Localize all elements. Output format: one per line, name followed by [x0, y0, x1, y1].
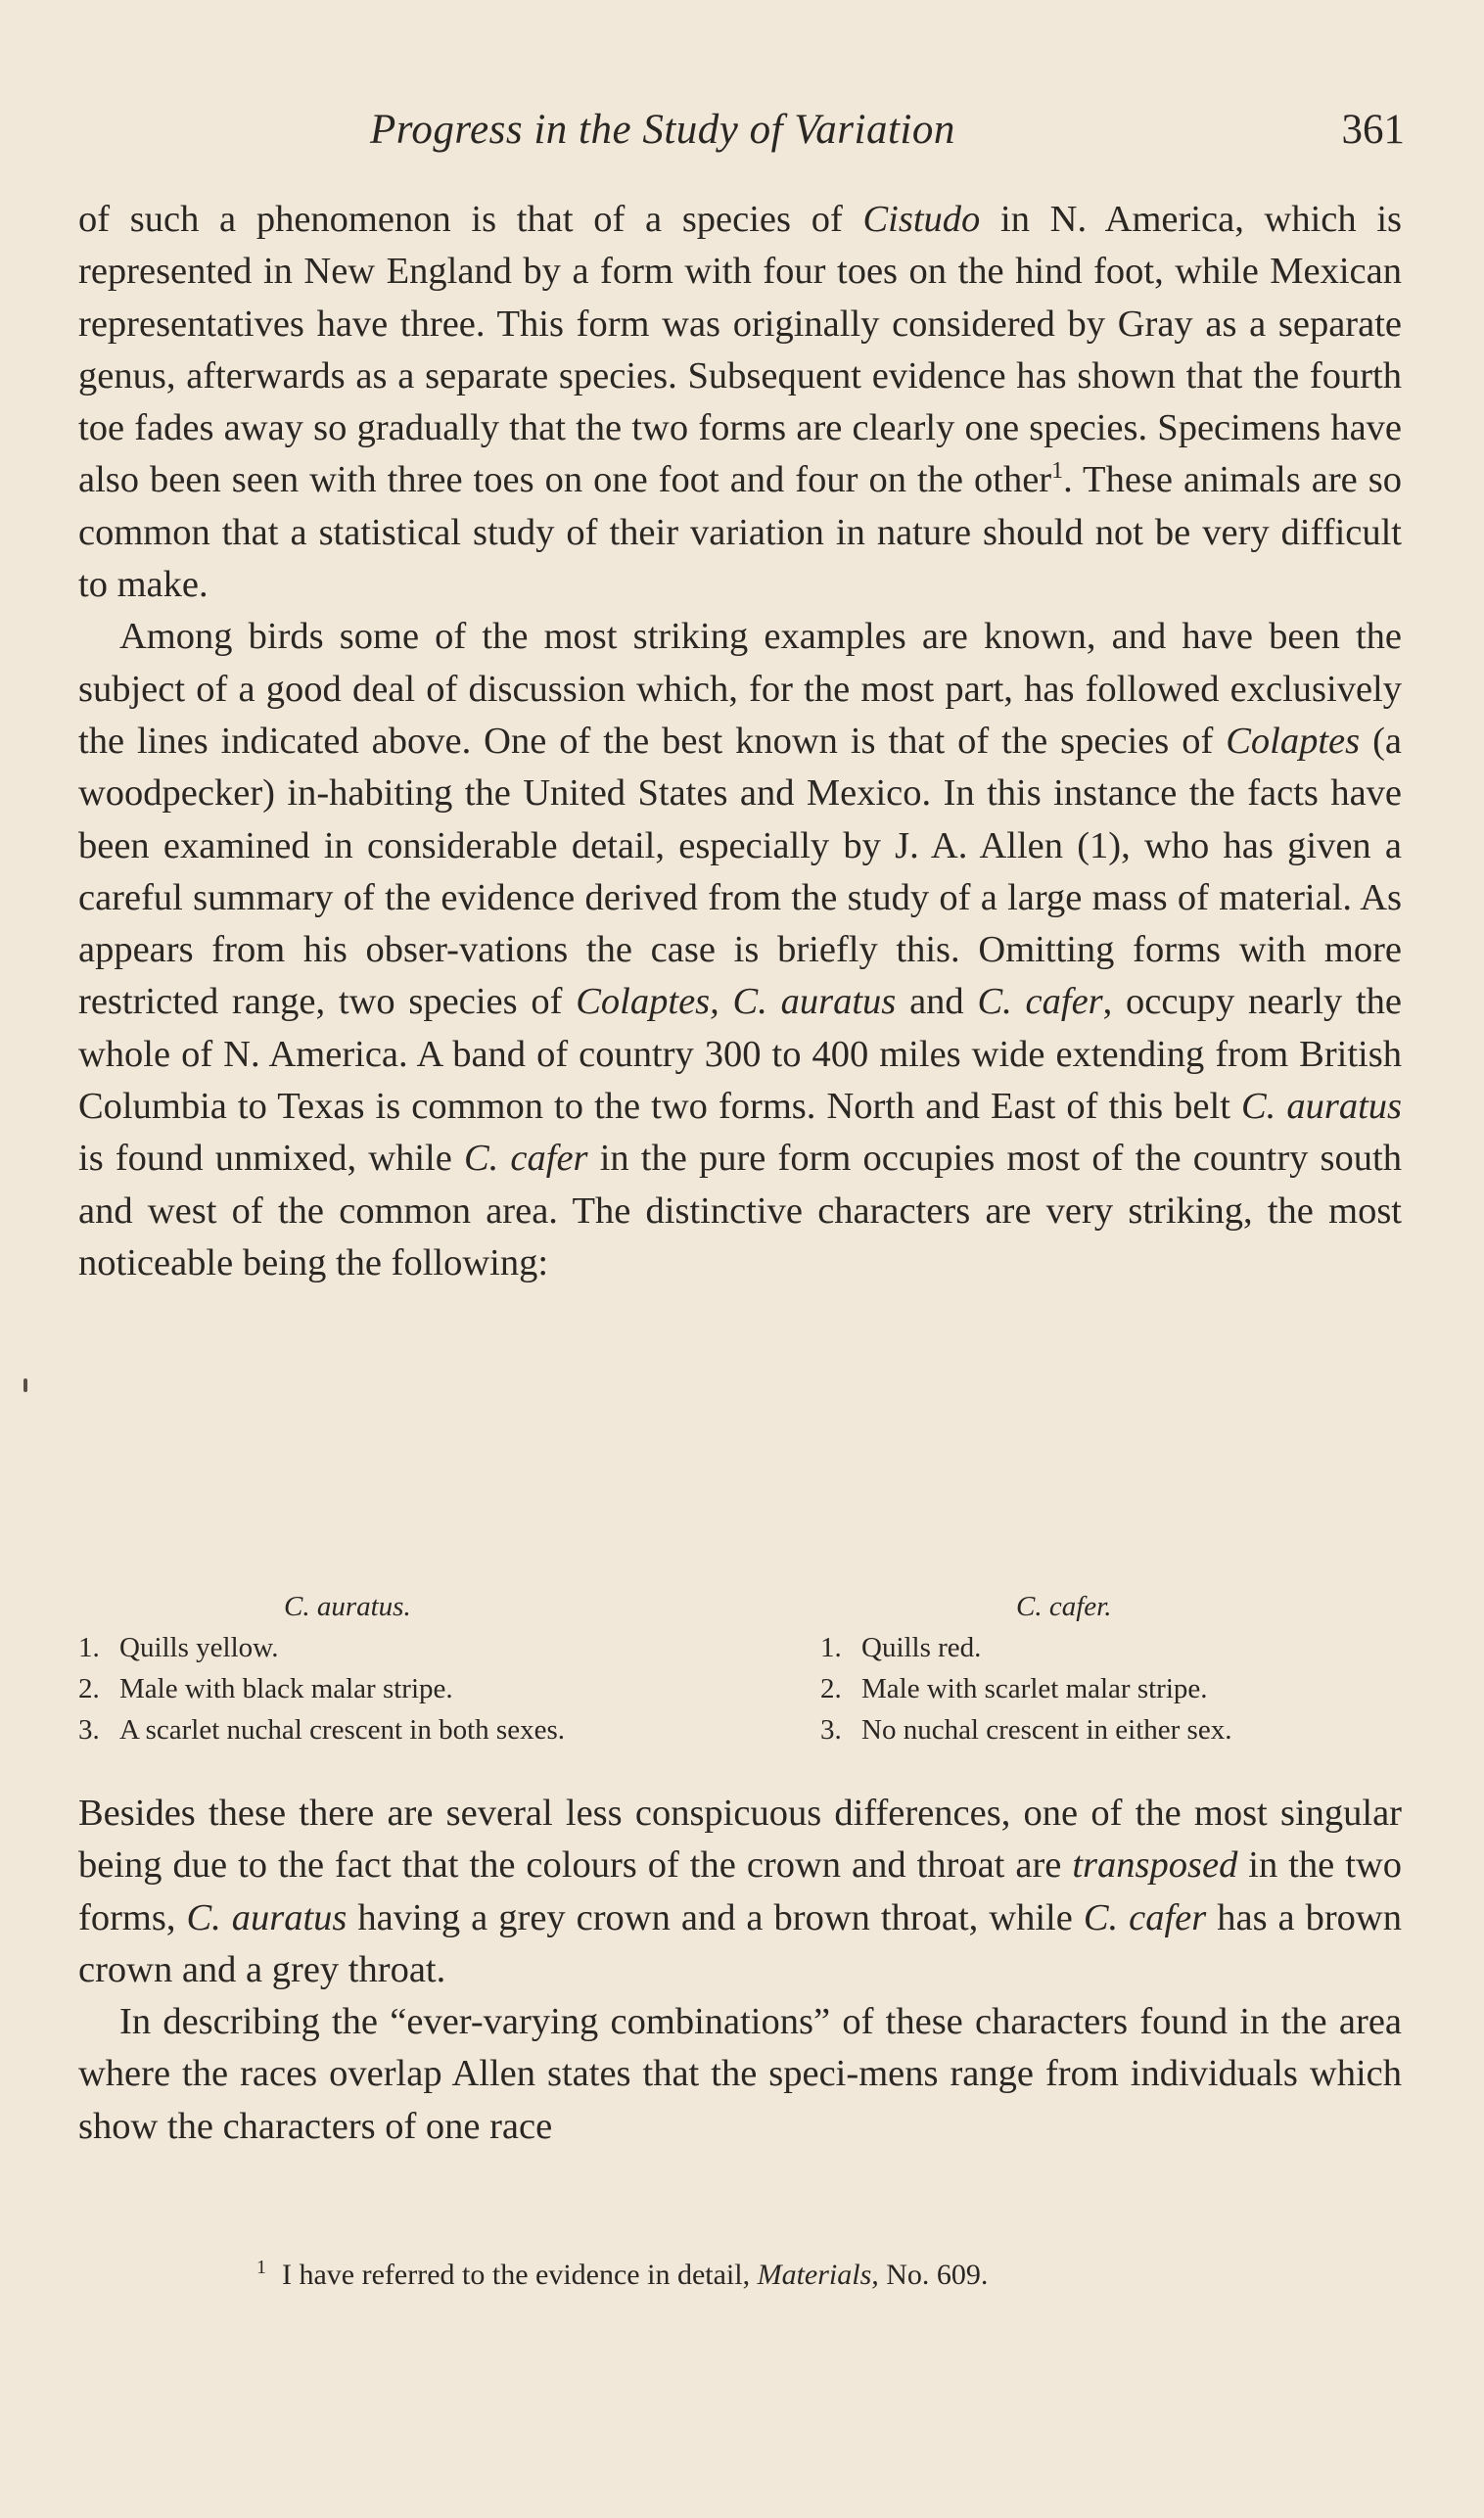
text-run: Among birds some of the most striking examples are known, and have been the subject of a good deal of discussion which, for the most part, has followed exclusively the lines indicated above. One of the best known is that of the species of — [78, 616, 1402, 762]
italic-term: C. cafer — [1083, 1896, 1207, 1938]
paragraph — [78, 194, 1402, 611]
text-run: in the pure form occupies most of the country south and west of the common area. The distinctive characters are very striking, the most noticeable being the following: — [78, 1138, 1402, 1283]
text-run: having a grey crown and a brown throat, while — [347, 1896, 1084, 1938]
column-heading: C. auratus. — [284, 1591, 411, 1622]
text-run: Besides these there are several less conspicuous differences, one of the most singular being due to the fact that the colours of the crown and throat are — [78, 1793, 1402, 1887]
paragraph — [78, 1788, 1402, 1996]
running-title: Progress in the Study of Variation — [370, 107, 955, 153]
body-text-continued — [78, 1788, 1402, 2153]
footnote-marker: 1 — [256, 2257, 266, 2278]
trait-item: 3. A scarlet nuchal crescent in both sexes. — [78, 1714, 565, 1746]
italic-term: Cistudo — [862, 199, 981, 240]
trait-item: 2. Male with black malar stripe. — [78, 1673, 453, 1704]
text-run: is found unmixed, while — [78, 1138, 464, 1180]
text-run: and — [896, 981, 978, 1023]
text-run: I have referred to the evidence in detail, — [282, 2259, 758, 2291]
text-run: No. 609. — [878, 2259, 989, 2291]
page-number: 361 — [1341, 107, 1405, 153]
trait-item: 1. Quills yellow. — [78, 1632, 279, 1663]
footnote — [256, 2248, 988, 2295]
paragraph — [78, 611, 1402, 1289]
comparison-column-auratus — [78, 1586, 783, 1750]
trait-item: 3. No nuchal crescent in either sex. — [820, 1714, 1232, 1746]
italic-term: Colaptes — [1226, 720, 1361, 762]
text-run: (a woodpecker) in-habiting the United States and Mexico. In this instance the facts have been examined in considerable detail, especially by J. A. Allen (1), who has given a careful summary of the evidence derived from the study of a large mass of material. As appears from his obser-vations the case is briefly this. Omitting forms with more restricted range, two species of — [78, 720, 1402, 1023]
paragraph — [78, 1996, 1402, 2153]
italic-term: C. auratus — [186, 1896, 348, 1938]
text-run: , occupy nearly the whole of N. America. A band of country 300 to 400 miles wide extending from British Columbia to Texas is common to the two forms. North and East of this belt — [78, 981, 1403, 1128]
comparison-column-cafer — [820, 1586, 1408, 1750]
text-run: in the two forms, — [78, 1844, 1403, 1938]
footnote-ref: 1 — [1051, 458, 1064, 485]
text-run: has a brown crown and a grey throat. — [78, 1896, 1402, 1990]
trait-item: 2. Male with scarlet malar stripe. — [820, 1673, 1208, 1704]
text-run: In describing the “ever-varying combinations” of these characters found in the area where the races overlap Allen states that the speci-mens range from individuals which show the characters of one race — [78, 2001, 1402, 2147]
text-run: . These animals are so common that a statistical study of their variation in nature should not be very difficult to make. — [78, 459, 1402, 606]
italic-term: C. cafer — [463, 1138, 588, 1180]
italic-term: C. auratus — [1240, 1086, 1402, 1128]
italic-term: Materials, — [757, 2259, 879, 2291]
italic-term: C. cafer — [977, 981, 1103, 1023]
italic-term: Colaptes, C. auratus — [576, 981, 897, 1023]
body-text — [78, 194, 1402, 1289]
footnote-text — [282, 2259, 988, 2291]
column-heading: C. cafer. — [1016, 1591, 1112, 1622]
running-head — [0, 106, 1405, 174]
italic-term: transposed — [1072, 1844, 1238, 1887]
text-run: in N. America, which is represented in New England by a form with four toes on the hind foot, while Mexican representatives have three. This form was originally considered by Gray as a separate genus, afterwards as a separate species. Subsequent evidence has shown that the fourth toe fades away so gradually that the two forms are clearly one species. Specimens have also been seen with three toes on one foot and four on the other — [78, 199, 1402, 501]
text-run: of such a phenomenon is that of a species of — [78, 199, 863, 240]
trait-item: 1. Quills red. — [820, 1632, 982, 1663]
margin-mark — [23, 1378, 27, 1392]
